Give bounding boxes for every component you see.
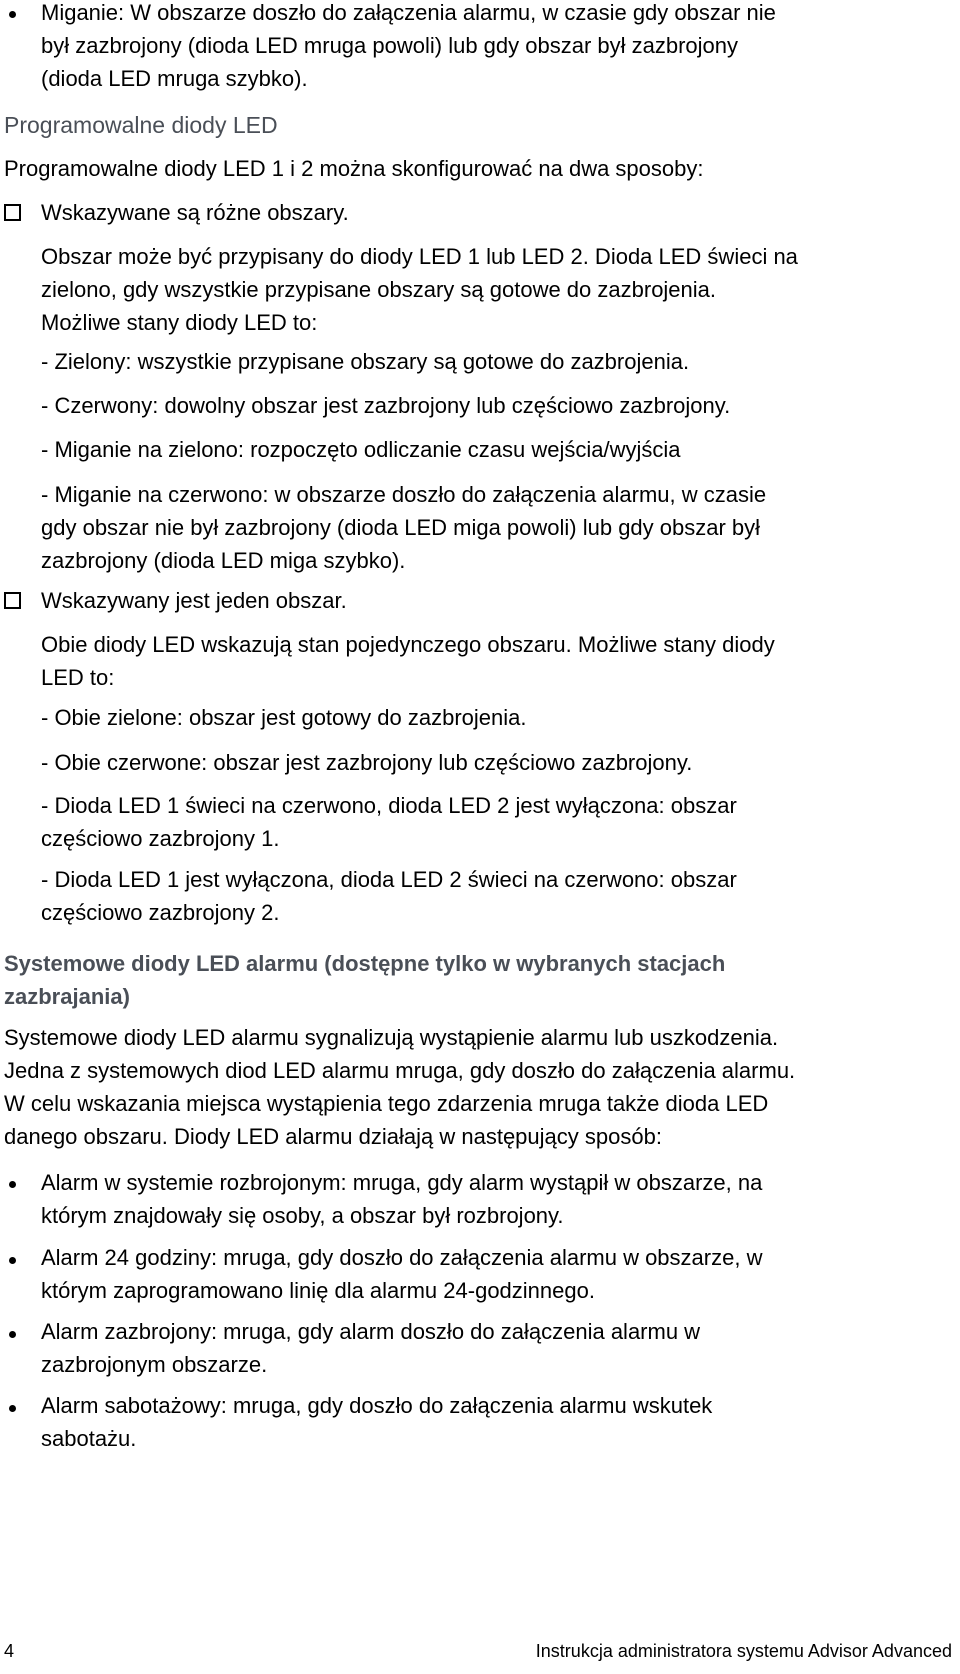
- section-intro: Programowalne diody LED 1 i 2 można skonfigurować na dwa sposoby:: [4, 156, 704, 181]
- state-item: [41, 433, 681, 466]
- section-heading: Programowalne diody LED: [4, 112, 278, 138]
- option-title: Wskazywany jest jeden obszar.: [41, 588, 347, 613]
- text-line: Alarm zazbrojony: mruga, gdy alarm doszło do załączenia alarmu w: [41, 1319, 701, 1344]
- text-line: - Miganie na zielono: rozpoczęto odliczanie czasu wejścia/wyjścia: [41, 437, 681, 462]
- text-line: - Zielony: wszystkie przypisane obszary są gotowe do zazbrojenia.: [41, 349, 690, 374]
- text-line: zazbrojonym obszarze.: [41, 1352, 268, 1377]
- section-heading: [4, 947, 725, 1013]
- state-item: [41, 746, 692, 779]
- text-line: Możliwe stany diody LED to:: [41, 310, 318, 335]
- option-description: [41, 240, 798, 339]
- bullet-dot: [9, 11, 16, 18]
- state-item: [41, 478, 766, 577]
- state-item: [41, 789, 737, 855]
- text-line: Alarm w systemie rozbrojonym: mruga, gdy alarm wystąpił w obszarze, na: [41, 1170, 763, 1195]
- text-line: Obie diody LED wskazują stan pojedynczego obszaru. Możliwe stany diody: [41, 632, 775, 657]
- text-line: częściowo zazbrojony 1.: [41, 826, 280, 851]
- page-number: 4: [4, 1641, 15, 1661]
- text-line: Alarm sabotażowy: mruga, gdy doszło do załączenia alarmu wskutek: [41, 1393, 713, 1418]
- text-line: danego obszaru. Diody LED alarmu działają w następujący sposób:: [4, 1124, 662, 1149]
- checkbox-icon: [4, 204, 21, 221]
- bullet-dot: [9, 1181, 16, 1188]
- option-title: Wskazywane są różne obszary.: [41, 200, 349, 225]
- text-line: - Dioda LED 1 jest wyłączona, dioda LED 2 świeci na czerwono: obszar: [41, 867, 737, 892]
- state-item: [41, 389, 730, 422]
- bullet-dot: [9, 1331, 16, 1338]
- heading-line: Systemowe diody LED alarmu (dostępne tylko w wybranych stacjach: [4, 951, 726, 976]
- text-line: Systemowe diody LED alarmu sygnalizują wystąpienie alarmu lub uszkodzenia.: [4, 1025, 779, 1050]
- bullet-dot: [9, 1257, 16, 1264]
- top-bullet-text: [41, 0, 776, 95]
- text-line: - Obie zielone: obszar jest gotowy do zazbrojenia.: [41, 705, 527, 730]
- text-line: zazbrojony (dioda LED miga szybko).: [41, 548, 406, 573]
- text-line: sabotażu.: [41, 1426, 137, 1451]
- text-line: Jedna z systemowych diod LED alarmu mruga, gdy doszło do załączenia alarmu.: [4, 1058, 796, 1083]
- bullet-dot: [9, 1405, 16, 1412]
- text-line: - Miganie na czerwono: w obszarze doszło do załączenia alarmu, w czasie: [41, 482, 767, 507]
- text-line: - Dioda LED 1 świeci na czerwono, dioda LED 2 jest wyłączona: obszar: [41, 793, 737, 818]
- text-line: Miganie: W obszarze doszło do załączenia alarmu, w czasie gdy obszar nie: [41, 0, 776, 25]
- text-line: którym zaprogramowano linię dla alarmu 24-godzinnego.: [41, 1278, 595, 1303]
- text-line: (dioda LED mruga szybko).: [41, 66, 308, 91]
- list-item: [41, 1389, 712, 1455]
- text-line: LED to:: [41, 665, 115, 690]
- checkbox-icon: [4, 592, 21, 609]
- text-line: - Czerwony: dowolny obszar jest zazbrojony lub częściowo zazbrojony.: [41, 393, 731, 418]
- text-line: Alarm 24 godziny: mruga, gdy doszło do załączenia alarmu w obszarze, w: [41, 1245, 763, 1270]
- text-line: - Obie czerwone: obszar jest zazbrojony lub częściowo zazbrojony.: [41, 750, 693, 775]
- text-line: był zazbrojony (dioda LED mruga powoli) lub gdy obszar był zazbrojony: [41, 33, 739, 58]
- footer-title: Instrukcja administratora systemu Advisor Advanced: [535, 1641, 952, 1661]
- section-paragraph: [4, 1021, 795, 1153]
- text-line: częściowo zazbrojony 2.: [41, 900, 280, 925]
- state-item: [41, 345, 689, 378]
- state-item: [41, 863, 737, 929]
- text-line: W celu wskazania miejsca wystąpienia tego zdarzenia mruga także dioda LED: [4, 1091, 769, 1116]
- state-item: [41, 701, 526, 734]
- list-item: [41, 1315, 700, 1381]
- text-line: którym znajdowały się osoby, a obszar był rozbrojony.: [41, 1203, 564, 1228]
- list-item: [41, 1166, 762, 1232]
- text-line: zielono, gdy wszystkie przypisane obszary są gotowe do zazbrojenia.: [41, 277, 717, 302]
- text-line: Obszar może być przypisany do diody LED 1 lub LED 2. Dioda LED świeci na: [41, 244, 798, 269]
- list-item: [41, 1241, 762, 1307]
- heading-line: zazbrajania): [4, 984, 130, 1009]
- text-line: gdy obszar nie był zazbrojony (dioda LED miga powoli) lub gdy obszar był: [41, 515, 761, 540]
- option-description: [41, 628, 775, 694]
